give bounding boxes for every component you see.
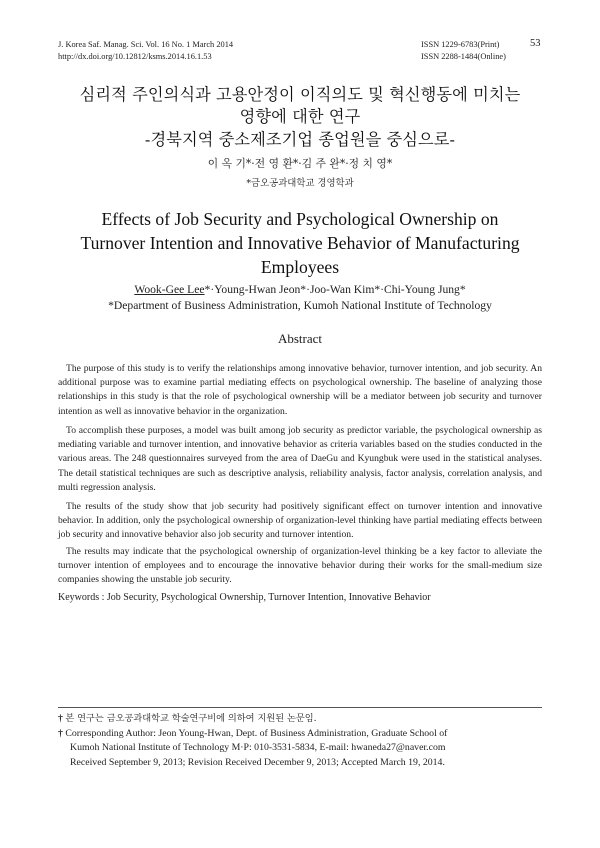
- abstract-paragraph-1: The purpose of this study is to verify the relationships among innovative behavior, turnover intention, and job security. An additional purpose was to examine partial mediating effects on psychological ownership. The baseline of analyzing those relationships in this study is that the role of psychological ownership will be a mediator between job security and turnover intention as well as innovative behavior in the organization.: [58, 363, 542, 417]
- funding-footnote: [58, 712, 542, 726]
- dagger-mark-2: †: [58, 728, 63, 739]
- english-title-line-3: Employees: [260, 257, 340, 277]
- english-affiliation: *Department of Business Administration, Kumoh National Institute of Technology: [108, 299, 492, 312]
- page-number: 53: [530, 38, 541, 49]
- corresponding-line-2: Kumoh National Institute of Technology M·P: 010-3531-5834, E-mail: hwaneda27@naver.com: [70, 742, 446, 754]
- keywords-separator: :: [99, 592, 107, 603]
- dagger-mark: †: [58, 713, 63, 724]
- abstract-heading: Abstract: [277, 331, 323, 346]
- received-dates: Received September 9, 2013; Revision Received December 9, 2013; Accepted March 19, 2014.: [70, 756, 445, 768]
- corresponding-line-1: Corresponding Author: Jeon Young-Hwan, Dept. of Business Administration, Graduate School of: [65, 728, 448, 739]
- english-authors: [40, 283, 560, 296]
- korean-title-line-1: 심리적 주인의식과 고용안정이 이직의도 및 혁신행동에 미치는: [79, 85, 521, 104]
- doi-link[interactable]: http://dx.doi.org/10.12812/ksms.2014.16.1.53: [58, 52, 212, 61]
- abstract-paragraph-3: The results of the study show that job security had positively significant effect on turnover intention and innovative behavior. In addition, only the psychological ownership of organization-level thinking have partial mediating effects between job security and innovative behavior also job security and turnover intention.: [58, 501, 542, 541]
- issn-print: ISSN 1229-6783(Print): [421, 40, 500, 49]
- abstract-paragraph-4: The results may indicate that the psychological ownership of organization-level thinking be a key factor to alleviate the turnover intention of employees and to encourage the innovative behavior during their works for the small-medium size companies showing the unstable job security.: [58, 546, 542, 586]
- other-authors: *·Young-Hwan Jeon*·Joo-Wan Kim*·Chi-Young Jung*: [204, 283, 466, 296]
- journal-citation: J. Korea Saf. Manag. Sci. Vol. 16 No. 1 March 2014: [58, 40, 234, 49]
- english-title-line-1: Effects of Job Security and Psychological Ownership on: [101, 209, 499, 229]
- korean-authors: 이 옥 기*·전 영 환*·김 주 완*·정 치 영*: [207, 157, 393, 170]
- footnote-divider: [58, 707, 542, 708]
- corresponding-footnote: [58, 727, 542, 770]
- korean-subtitle: -경북지역 중소제조기업 종업원을 중심으로-: [144, 130, 456, 149]
- keywords: [58, 591, 542, 605]
- keywords-label: Keywords: [58, 592, 100, 603]
- english-title-line-2: Turnover Intention and Innovative Behavior of Manufacturing: [80, 233, 520, 253]
- korean-affiliation: *금오공과대학교 경영학과: [246, 178, 354, 189]
- keywords-list: Job Security, Psychological Ownership, Turnover Intention, Innovative Behavior: [106, 592, 431, 603]
- korean-title-line-2: 영향에 대한 연구: [239, 107, 361, 126]
- abstract-paragraph-2: To accomplish these purposes, a model was built among job security as predictor variable, the psychological ownership as mediating variable and turnover intention, and innovative behavior as criteria variables based on the studies conducted in the various areas. The 248 questionnaires surveyed from the area of DaeGu and Kyungbuk were used in the statistical analyses. The detail statistical techniques are such as descriptive analysis, reliability analysis, factor analysis, correlation analysis, and multi regression analysis.: [58, 425, 542, 493]
- funding-text: 본 연구는 금오공과대학교 학술연구비에 의하여 지원된 논문임.: [65, 713, 317, 724]
- issn-online: ISSN 2288-1484(Online): [421, 52, 506, 61]
- first-author: Wook-Gee Lee: [134, 283, 205, 296]
